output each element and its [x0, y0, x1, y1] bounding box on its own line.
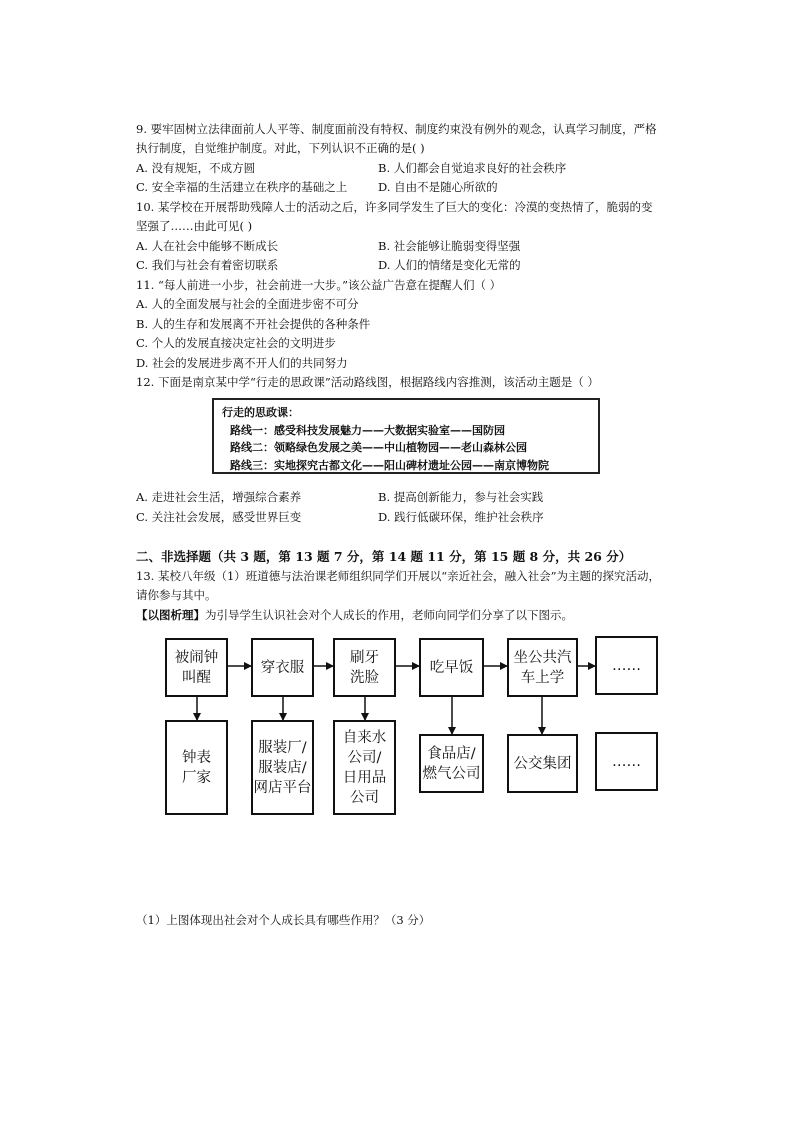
- q10-option-b: B. 社会能够让脆弱变得坚强: [378, 239, 521, 253]
- q10-stem-line1: 10. 某学校在开展帮助残障人士的活动之后，许多同学发生了巨大的变化：冷漠的变热情了，脆弱的变: [136, 200, 653, 214]
- route-line-2: 路线二：领略绿色发展之美——中山植物园——老山森林公园: [230, 441, 527, 454]
- q10-option-a: A. 人在社会中能够不断成长: [136, 239, 279, 253]
- q13-intro-text: 为引导学生认识社会对个人成长的作用，老师向同学们分享了以下图示。: [205, 608, 573, 622]
- q10-stem-line2: 坚强了……由此可见( ): [136, 219, 253, 233]
- q12-option-d: D. 践行低碳环保，维护社会秩序: [378, 510, 544, 524]
- node-bus-to-school: 坐公共汽 车上学: [507, 638, 578, 697]
- section2-heading: 二、非选择题（共 3 题，第 13 题 7 分，第 14 题 11 分，第 15 题 8 分，共 26 分）: [136, 549, 632, 564]
- q12-option-c: C. 关注社会发展，感受世界巨变: [136, 510, 302, 524]
- q13-sub1: （1）上图体现出社会对个人成长具有哪些作用？（3 分）: [136, 913, 431, 927]
- node-breakfast: 吃早饭: [419, 638, 484, 697]
- q12-option-b: B. 提高创新能力，参与社会实践: [378, 490, 544, 504]
- q11-stem: 11. “每人前进一小步，社会前进一大步。”该公益广告意在提醒人们（ ）: [136, 278, 502, 292]
- node-brush-wash: 刷牙 洗脸: [333, 638, 396, 697]
- q10-option-d: D. 人们的情绪是变化无常的: [378, 258, 521, 272]
- q13-intro: [136, 606, 573, 624]
- q11-option-d: D. 社会的发展进步离不开人们的共同努力: [136, 356, 348, 370]
- node-water-daily-goods: 自来水 公司/ 日用品 公司: [333, 720, 396, 815]
- q9-option-d: D. 自由不是随心所欲的: [378, 180, 498, 194]
- node-woken-by-alarm: 被闹钟 叫醒: [165, 638, 228, 697]
- route-map-box: [212, 398, 600, 474]
- q13-stem-line2: 请你参与其中。: [136, 588, 217, 602]
- q10-option-c: C. 我们与社会有着密切联系: [136, 258, 279, 272]
- q9-stem-line1: 9. 要牢固树立法律面前人人平等、制度面前没有特权、制度约束没有例外的观念，认真学习制度，严格: [136, 122, 657, 136]
- q9-option-a: A. 没有规矩，不成方圆: [136, 161, 256, 175]
- node-top-ellipsis: ……: [595, 636, 658, 695]
- node-get-dressed: 穿衣服: [251, 638, 314, 697]
- route-line-1: 路线一：感受科技发展魅力——大数据实验室——国防园: [230, 423, 505, 437]
- q9-stem-line2: 执行制度，自觉维护制度。对此，下列认识不正确的是( ): [136, 141, 425, 155]
- q11-option-a: A. 人的全面发展与社会的全面进步密不可分: [136, 297, 359, 311]
- q13-stem-line1: 13. 某校八年级（1）班道德与法治课老师组织同学们开展以“亲近社会，融入社会”为主题的探究活动，: [136, 569, 661, 583]
- q12-stem: 12. 下面是南京某中学“行走的思政课”活动路线图，根据路线内容推测，该活动主题是（ ）: [136, 375, 599, 389]
- route-box-title: 行走的思政课：: [222, 406, 299, 419]
- q12-option-a: A. 走进社会生活，增强综合素养: [136, 490, 302, 504]
- node-food-gas: 食品店/ 燃气公司: [419, 734, 484, 793]
- q11-option-b: B. 人的生存和发展离不开社会提供的各种条件: [136, 317, 371, 331]
- q11-option-c: C. 个人的发展直接决定社会的文明进步: [136, 336, 336, 350]
- q13-intro-tag: 【以图析理】: [136, 608, 205, 622]
- node-bottom-ellipsis: ……: [595, 732, 658, 791]
- node-clothing-suppliers: 服装厂/ 服装店/ 网店平台: [251, 720, 314, 815]
- node-bus-company: 公交集团: [507, 734, 578, 793]
- node-clock-maker: 钟表 厂家: [165, 720, 228, 815]
- q9-option-b: B. 人们都会自觉追求良好的社会秩序: [378, 161, 567, 175]
- route-line-3: 路线三：实地探究古都文化——阳山碑材遗址公园——南京博物院: [230, 458, 549, 472]
- q9-option-c: C. 安全幸福的生活建立在秩序的基础之上: [136, 180, 348, 194]
